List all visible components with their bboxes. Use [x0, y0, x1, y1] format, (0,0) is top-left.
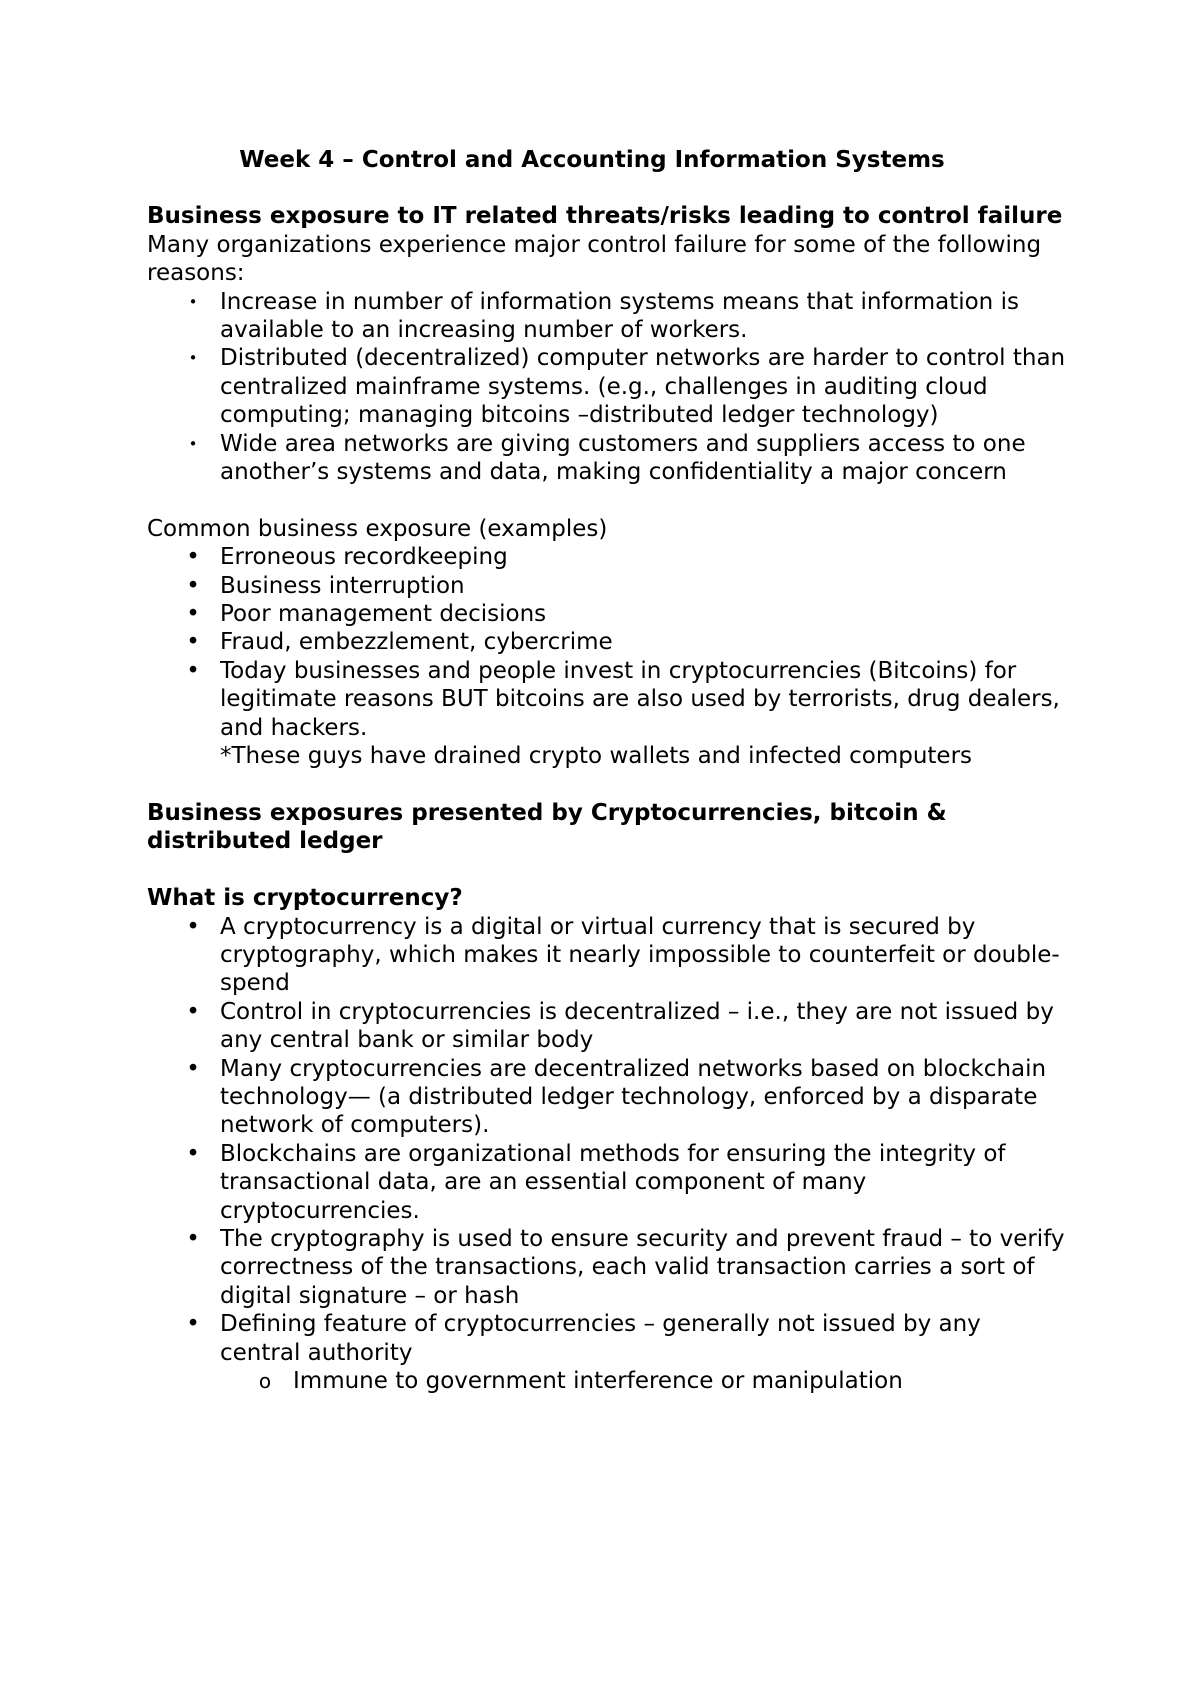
blank-line: [147, 486, 1067, 514]
list-item-text: Wide area networks are giving customers and suppliers access to one another’s systems and data, making confidentiality a major concern: [220, 430, 1026, 486]
sub-list-item: [147, 1367, 1067, 1395]
sub-bullet-icon: o: [258, 1369, 272, 1394]
list-item: [147, 1140, 1067, 1225]
list-item-text: The cryptography is used to ensure security and prevent fraud – to verify correctness of the transactions, each valid transaction carries a sort of digital signature – or hash: [220, 1225, 1065, 1309]
list-item-text: Control in cryptocurrencies is decentralized – i.e., they are not issued by any central bank or similar body: [220, 998, 1054, 1054]
bullet-icon: •: [188, 349, 198, 368]
list-item-text: Blockchains are organizational methods for ensuring the integrity of transactional data, are an essential component of many cryptocurrencies.: [220, 1140, 1006, 1224]
document-body: [147, 146, 1067, 1395]
list-item-text: Defining feature of cryptocurrencies – generally not issued by any central authority: [220, 1311, 981, 1366]
list-item: [147, 543, 1067, 571]
list-item: [147, 998, 1067, 1055]
bullet-icon: •: [186, 572, 200, 599]
sub-list-item-text: Immune to government interference or manipulation: [293, 1368, 903, 1395]
list-item-text: Increase in number of information systems means that information is available to an increasing number of workers.: [220, 288, 1019, 344]
list-item: [147, 657, 1067, 771]
list-item: [147, 572, 1067, 600]
bullet-icon: •: [186, 601, 200, 628]
bullet-icon: •: [186, 1140, 200, 1167]
bullet-icon: •: [186, 1311, 200, 1338]
bullet-icon: •: [186, 1055, 200, 1082]
section-intro-control-failure: Many organizations experience major control failure for some of the following reasons:: [147, 231, 1042, 287]
list-item: [147, 1310, 1067, 1367]
document-title: Week 4 – Control and Accounting Information Systems: [239, 147, 945, 173]
section-heading-it-threats: Business exposure to IT related threats/risks leading to control failure: [147, 203, 1063, 230]
section-heading-what-is-crypto: What is cryptocurrency?: [147, 885, 463, 912]
section-heading-crypto-exposures: Business exposures presented by Cryptocurrencies, bitcoin & distributed ledger: [147, 799, 947, 855]
bullet-icon: •: [186, 657, 200, 684]
list-item: [147, 913, 1067, 998]
section-intro-common-exposure: Common business exposure (examples): [147, 515, 608, 542]
control-failure-reasons-list: [147, 288, 1067, 487]
list-item: [147, 628, 1067, 656]
cryptocurrency-facts-list: [147, 913, 1067, 1396]
list-item: [147, 344, 1067, 429]
list-item-text: Distributed (decentralized) computer networks are harder to control than centralized mainframe systems. (e.g., challenges in auditing cloud computing; managing bitcoins –distributed ledger technology): [220, 345, 1066, 429]
list-item-text: Today businesses and people invest in cryptocurrencies (Bitcoins) for legitimate reasons BUT bitcoins are also used by terrorists, drug dealers, and hackers.: [220, 657, 1060, 741]
list-item-text: A cryptocurrency is a digital or virtual currency that is secured by cryptography, which makes it nearly impossible to counterfeit or double-spend: [220, 913, 1060, 997]
list-item-text: Many cryptocurrencies are decentralized networks based on blockchain technology— (a distributed ledger technology, enforced by a disparate network of computers).: [220, 1055, 1047, 1139]
blank-line: [147, 771, 1067, 799]
list-item: [147, 430, 1067, 487]
blank-line: [147, 856, 1067, 884]
list-item: [147, 1055, 1067, 1140]
common-exposure-list: [147, 543, 1067, 770]
list-item: [147, 1225, 1067, 1310]
bullet-icon: •: [186, 629, 200, 656]
bullet-icon: •: [186, 998, 200, 1025]
list-item: [147, 600, 1067, 628]
list-item-text: Erroneous recordkeeping: [220, 544, 508, 571]
bullet-icon: •: [186, 544, 200, 571]
list-item: [147, 288, 1067, 345]
bullet-icon: •: [186, 913, 200, 940]
list-item-note: *These guys have drained crypto wallets and infected computers: [220, 743, 973, 770]
bullet-icon: •: [188, 292, 198, 311]
list-item-text: Fraud, embezzlement, cybercrime: [220, 629, 613, 656]
list-item-text: Business interruption: [220, 572, 465, 599]
bullet-icon: •: [186, 1225, 200, 1252]
list-item-text: Poor management decisions: [220, 601, 547, 628]
bullet-icon: •: [188, 434, 198, 453]
